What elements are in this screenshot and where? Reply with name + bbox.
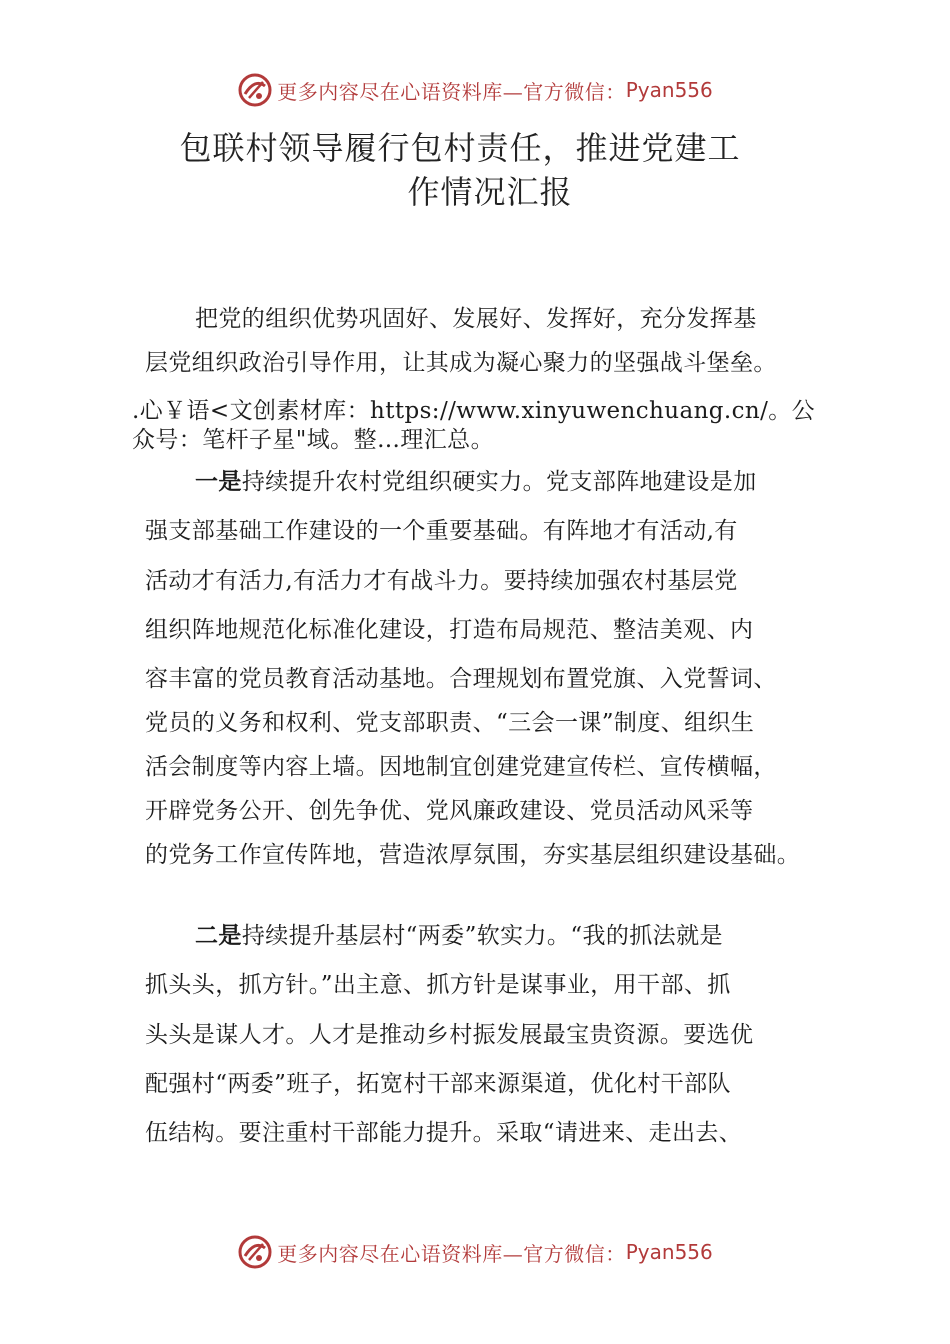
banner-text: 更多内容尽在心语资料库—官方微信： <box>277 1241 626 1266</box>
banner-contact: Pyan556 <box>625 1240 713 1264</box>
section1-line-1: 一是持续提升农村党组织硬实力。党支部阵地建设是加 <box>195 469 757 495</box>
section2-lead: 二是 <box>195 923 242 949</box>
section1-line-3: 活动才有活力,有活力才有战斗力。要持续加强农村基层党 <box>145 568 738 594</box>
section1-line-8: 开辟党务公开、创先争优、党风廉政建设、党员活动风采等 <box>145 798 754 824</box>
banner-text: 更多内容尽在心语资料库—官方微信： <box>277 79 626 104</box>
section1-line-6: 党员的义务和权利、党支部职责、“三会一课”制度、组织生 <box>145 710 755 736</box>
section1-line-7: 活会制度等内容上墙。因地制宜创建党建宣传栏、宣传横幅， <box>145 754 777 780</box>
source-note-line-1: .心￥语<文创素材库：https://www.xinyuwenchuang.cn/。公 <box>132 398 816 424</box>
section2-line-4: 配强村“两委”班子，拓宽村干部来源渠道，优化村干部队 <box>145 1071 731 1097</box>
section1-line-4: 组织阵地规范化标准化建设，打造布局规范、整洁美观、内 <box>145 617 754 643</box>
intro-line-2: 层党组织政治引导作用，让其成为凝心聚力的坚强战斗堡垒。 <box>145 350 777 376</box>
brand-logo-icon <box>237 1234 273 1270</box>
section1-line-5: 容丰富的党员教育活动基地。合理规划布置党旗、入党誓词、 <box>145 666 777 692</box>
section1-line-2: 强支部基础工作建设的一个重要基础。有阵地才有活动,有 <box>145 518 738 544</box>
section2-line-3: 头头是谋人才。人才是推动乡村振发展最宝贵资源。要选优 <box>145 1022 754 1048</box>
document-title-line-2: 作情况汇报 <box>407 173 573 211</box>
footer-banner <box>0 1232 950 1272</box>
section1-lead: 一是 <box>195 469 242 495</box>
document-title-line-1: 包联村领导履行包村责任，推进党建工 <box>179 129 741 167</box>
section2-line-5: 伍结构。要注重村干部能力提升。采取“请进来、走出去、 <box>145 1120 743 1146</box>
section2-line-2: 抓头头，抓方针。”出主意、抓方针是谋事业，用干部、抓 <box>145 972 731 998</box>
banner-contact: Pyan556 <box>625 78 713 102</box>
brand-logo-icon <box>237 72 273 108</box>
section1-line-9: 的党务工作宣传阵地，营造浓厚氛围，夯实基层组织建设基础。 <box>145 842 801 868</box>
header-banner <box>0 70 950 110</box>
intro-line-1: 把党的组织优势巩固好、发展好、发挥好，充分发挥基 <box>195 306 757 332</box>
section2-line-1: 二是持续提升基层村“两委”软实力。“我的抓法就是 <box>195 923 723 949</box>
source-note-line-2: 众号：笔杆子星"域。整…理汇总。 <box>132 427 494 453</box>
